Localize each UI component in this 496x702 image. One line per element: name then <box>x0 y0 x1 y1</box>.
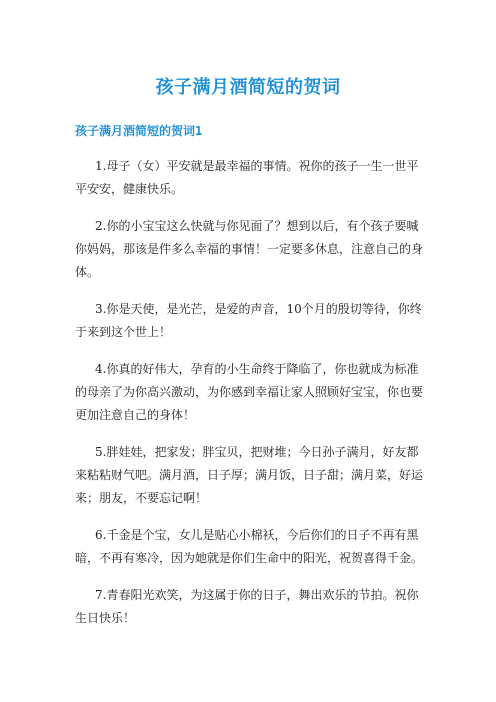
paragraph-1: 1.母子（女）平安就是最幸福的事情。祝你的孩子一生一世平平安安，健康快乐。 <box>75 159 419 196</box>
paragraph-7: 7.青春阳光欢笑，为这属于你的日子，舞出欢乐的节拍。祝你生日快乐！ <box>75 588 419 625</box>
paragraph-6: 6.千金是个宝，女儿是贴心小棉袄，今后你们的日子不再有黑暗，不再有寒冷，因为她就是你们生命中的阳光，祝贺喜得千金。 <box>75 528 424 565</box>
paragraph-4: 4.你真的好伟大，孕育的小生命终于降临了，你也就成为标准的母亲了为你高兴激动，为你感到幸福让家人照顾好宝宝，你也要更加注意自己的身体！ <box>75 362 424 422</box>
paragraph-5: 5.胖娃娃，把家发；胖宝贝，把财堆；今日孙子满月，好友都来粘粘财气吧。满月酒，日子厚；满月饭，日子甜；满月菜，好运来；朋友，不要忘记啊！ <box>75 445 424 505</box>
section-heading: 孩子满月酒简短的贺词1 <box>75 124 203 138</box>
paragraph-2: 2.你的小宝宝这么快就与你见面了？想到以后，有个孩子要喊你妈妈，那该是件多么幸福的事情！一定要多休息，注意自己的身体。 <box>75 219 424 279</box>
document-body <box>75 155 427 644</box>
document-title: 孩子满月酒简短的贺词 <box>155 77 341 98</box>
paragraph-3: 3.你是天使，是光芒，是爱的声音，10个月的殷切等待，你终于来到这个世上！ <box>75 302 422 339</box>
